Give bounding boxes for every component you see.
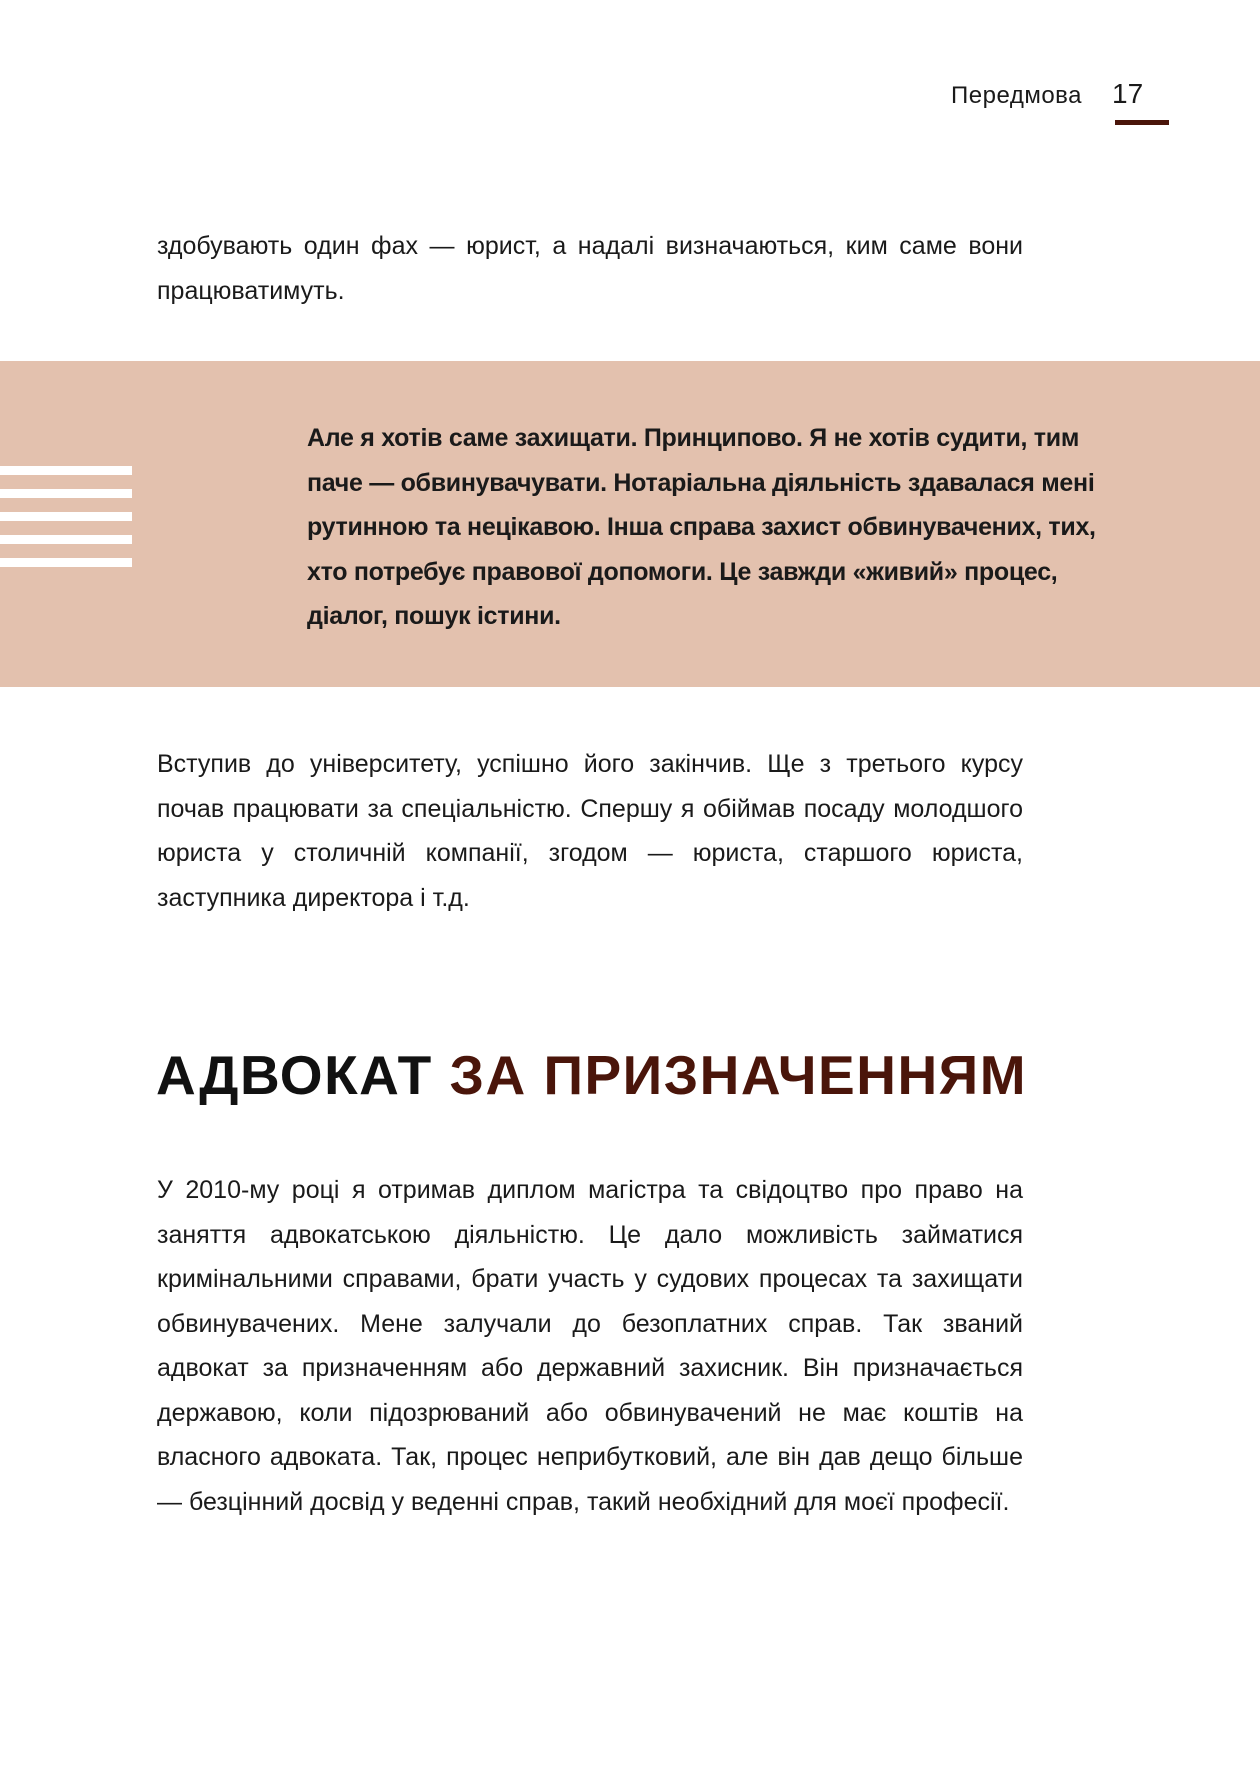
decorative-stripes-icon — [0, 466, 132, 568]
paragraph-appointed-lawyer: У 2010-му році я отримав диплом магістра та свідоцтво про право на заняття адвокатською діяльністю. Це дало можливість займатися кримінальними справами, брати участь у судових процесах та захищати обвинувачених. Мене залучали до безоплатних справ. Так званий адвокат за призначенням або державний захисник. Він призначається державою, коли підозрюваний або обвинувачений не має коштів на власного адвоката. Так, процес неприбутковий, але він дав дещо більше — безцінний досвід у веденні справ, такий необхідний для моєї професії. — [157, 1176, 1023, 1516]
section-heading — [156, 1040, 1027, 1110]
running-header-section-title: Передмова — [951, 82, 1082, 109]
page-number-underline — [1115, 120, 1169, 125]
paragraph-university: Вступив до університету, успішно його закінчив. Ще з третього курсу почав працювати за спеціальністю. Спершу я обіймав посаду молодшого юриста у столичній компанії, згодом — юриста, старшого юриста, заступника директора і т.д. — [157, 750, 1023, 912]
callout-quote: Але я хотів саме захищати. Принципово. Я не хотів судити, тим паче — обвинувачувати. Нотаріальна діяльність здавалася мені рутинною та нецікавою. Інша справа захист обвинувачених, тих, хто потребує правової допомоги. Це завжди «живий» процес, діалог, пошук істини. — [307, 424, 1096, 630]
section-heading-part1: АДВОКАТ — [156, 1044, 433, 1106]
page-number: 17 — [1112, 78, 1144, 109]
section-heading-part2: ЗА ПРИЗНАЧЕННЯМ — [449, 1044, 1028, 1106]
paragraph-intro-continuation: здобувають один фах — юрист, а надалі визначаються, ким саме вони працюватимуть. — [157, 232, 1023, 305]
